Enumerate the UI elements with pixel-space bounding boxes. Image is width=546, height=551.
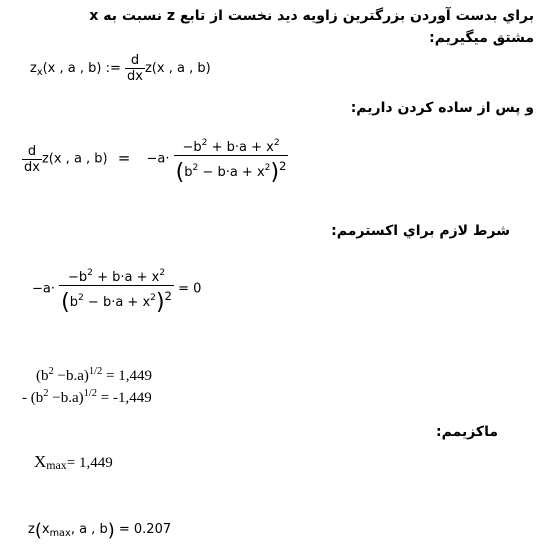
- xmax-symbol: X: [34, 452, 47, 471]
- extremum-condition: [32, 268, 202, 315]
- def-lhs-subscript: x: [36, 67, 43, 78]
- def-dx: dx: [127, 69, 143, 84]
- cond-coefficient: −a·: [32, 281, 55, 297]
- deriv-operator: [22, 144, 42, 175]
- deriv-denominator: $(b^2 - b\cdot a + x^2)^2$: [174, 155, 289, 180]
- def-d: d: [130, 53, 140, 68]
- derivative-definition: [30, 53, 211, 84]
- root-positive: $(b^2 -b.a)^{1/2} = 1,449$: [36, 366, 153, 384]
- deriv-function: z(x , a , b): [41, 151, 108, 167]
- cond-denominator: $(b^2 - b\cdot a + x^2)^2$: [59, 285, 174, 310]
- deriv-d: d: [27, 143, 37, 159]
- extremum-label: شرط لازم براي اكسترمم:: [331, 223, 510, 239]
- maximum-label: ماكزيمم:: [436, 424, 498, 440]
- deriv-dx: dx: [24, 159, 40, 175]
- xmax-subscript: max: [46, 458, 67, 472]
- def-args: (x , a , b): [42, 61, 102, 76]
- simplified-derivative: [22, 138, 288, 185]
- cond-rhs: = 0: [178, 281, 202, 297]
- intro-line-2: مشتق ميگيريم:: [429, 30, 534, 46]
- def-lhs: z: [30, 61, 37, 76]
- deriv-coefficient: −a·: [146, 151, 170, 167]
- xmax-value: = 1,449: [66, 455, 113, 471]
- zmax-value: = 0.207: [114, 522, 172, 537]
- cond-numerator: $-b^2 + b\cdot a + x^2$: [68, 268, 166, 285]
- root-negative: - $(b^2 -b.a)^{1/2} = -1,449$: [22, 388, 152, 406]
- xmax-equation: [34, 452, 113, 473]
- intro-line-1: براي بدست آوردن بزرگترين زاويه ديد نخست از تابع z نسبت به x: [89, 8, 534, 24]
- deriv-equals: =: [117, 148, 131, 167]
- def-function: z(x , a , b): [144, 61, 211, 76]
- deriv-numerator: $-b^2 + b\cdot a + x^2$: [182, 138, 280, 155]
- zmax-equation: $z(x_{max}$, a , b) = 0.207: [28, 520, 172, 541]
- simplify-label: و پس از ساده كردن داريم:: [350, 100, 534, 116]
- def-derivative-operator: [125, 53, 145, 84]
- deriv-fraction: [174, 138, 289, 185]
- cond-fraction: [59, 268, 174, 315]
- def-assign: :=: [105, 61, 121, 76]
